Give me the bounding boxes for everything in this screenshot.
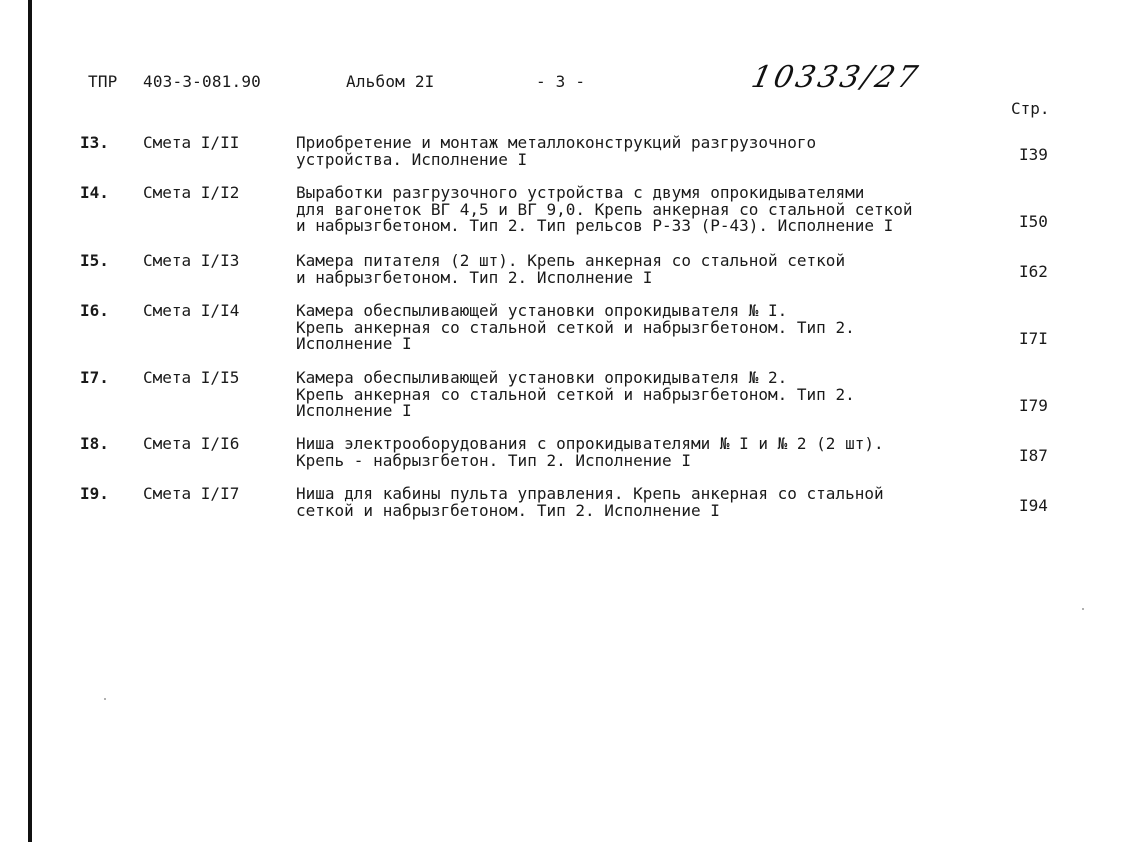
album-label: Альбом 2I xyxy=(346,72,435,91)
row-number: I9. xyxy=(80,484,109,503)
scan-speck xyxy=(104,698,106,700)
estimate-id: Смета I/I7 xyxy=(143,484,240,503)
estimate-id: Смета I/I5 xyxy=(143,368,240,387)
estimate-description xyxy=(296,185,976,235)
row-number: I8. xyxy=(80,434,109,453)
row-number: I5. xyxy=(80,251,109,270)
page-column-label: Стр. xyxy=(1011,99,1050,118)
estimate-id: Смета I/I6 xyxy=(143,434,240,453)
description-line: Крепь - набрызгбетон. Тип 2. Исполнение I xyxy=(296,450,691,470)
description-line: сеткой и набрызгбетоном. Тип 2. Исполнение I xyxy=(296,500,720,520)
estimate-description xyxy=(296,436,976,469)
description-line: Камера обеспыливающей установки опрокидывателя № 2. xyxy=(296,368,788,387)
page-left-border xyxy=(28,0,32,842)
description-line: Ниша для кабины пульта управления. Крепь анкерная со стальной xyxy=(296,484,884,503)
estimate-description xyxy=(296,253,976,286)
page-ref: I87 xyxy=(1019,446,1048,465)
description-line: для вагонеток ВГ 4,5 и ВГ 9,0. Крепь анкерная со стальной сеткой xyxy=(296,199,913,219)
description-line: и набрызгбетоном. Тип 2. Тип рельсов Р-33 (Р-43). Исполнение I xyxy=(296,216,894,235)
document-code: 403-3-081.90 xyxy=(143,72,261,91)
description-line: Исполнение I xyxy=(296,401,412,420)
row-number: I4. xyxy=(80,183,109,202)
row-number: I3. xyxy=(80,133,109,152)
page-ref: I50 xyxy=(1019,212,1048,231)
description-line: Приобретение и монтаж металлоконструкций разгрузочного xyxy=(296,133,817,152)
description-line: устройства. Исполнение I xyxy=(296,149,528,169)
description-line: Крепь анкерная со стальной сеткой и набрызгбетоном. Тип 2. xyxy=(296,384,855,404)
registration-number: 10333/27 xyxy=(748,60,924,95)
row-number: I7. xyxy=(80,368,109,387)
description-line: и набрызгбетоном. Тип 2. Исполнение I xyxy=(296,267,653,287)
description-line: Выработки разгрузочного устройства с двумя опрокидывателями xyxy=(296,183,865,202)
series-label: ТПР xyxy=(88,72,118,91)
description-line: Ниша электрооборудования с опрокидывателями № I и № 2 (2 шт). xyxy=(296,434,884,453)
page-ref: I39 xyxy=(1019,145,1048,164)
description-line: Камера обеспыливающей установки опрокидывателя № I. xyxy=(296,301,788,320)
estimate-description xyxy=(296,135,976,168)
estimate-id: Смета I/I4 xyxy=(143,301,240,320)
estimate-description xyxy=(296,370,976,420)
estimate-description xyxy=(296,303,976,353)
page-number: - 3 - xyxy=(536,72,586,91)
scan-speck xyxy=(1082,608,1084,610)
page-ref: I62 xyxy=(1019,262,1048,281)
page-ref: I79 xyxy=(1019,396,1048,415)
estimate-id: Смета I/I2 xyxy=(143,183,240,202)
description-line: Исполнение I xyxy=(296,334,412,353)
description-line: Крепь анкерная со стальной сеткой и набрызгбетоном. Тип 2. xyxy=(296,317,855,337)
page-ref: I94 xyxy=(1019,496,1048,515)
estimate-id: Смета I/I3 xyxy=(143,251,240,270)
description-line: Камера питателя (2 шт). Крепь анкерная со стальной сеткой xyxy=(296,251,846,270)
estimate-id: Смета I/II xyxy=(143,133,240,152)
page-ref: I7I xyxy=(1019,329,1048,348)
estimate-description xyxy=(296,486,976,519)
row-number: I6. xyxy=(80,301,109,320)
